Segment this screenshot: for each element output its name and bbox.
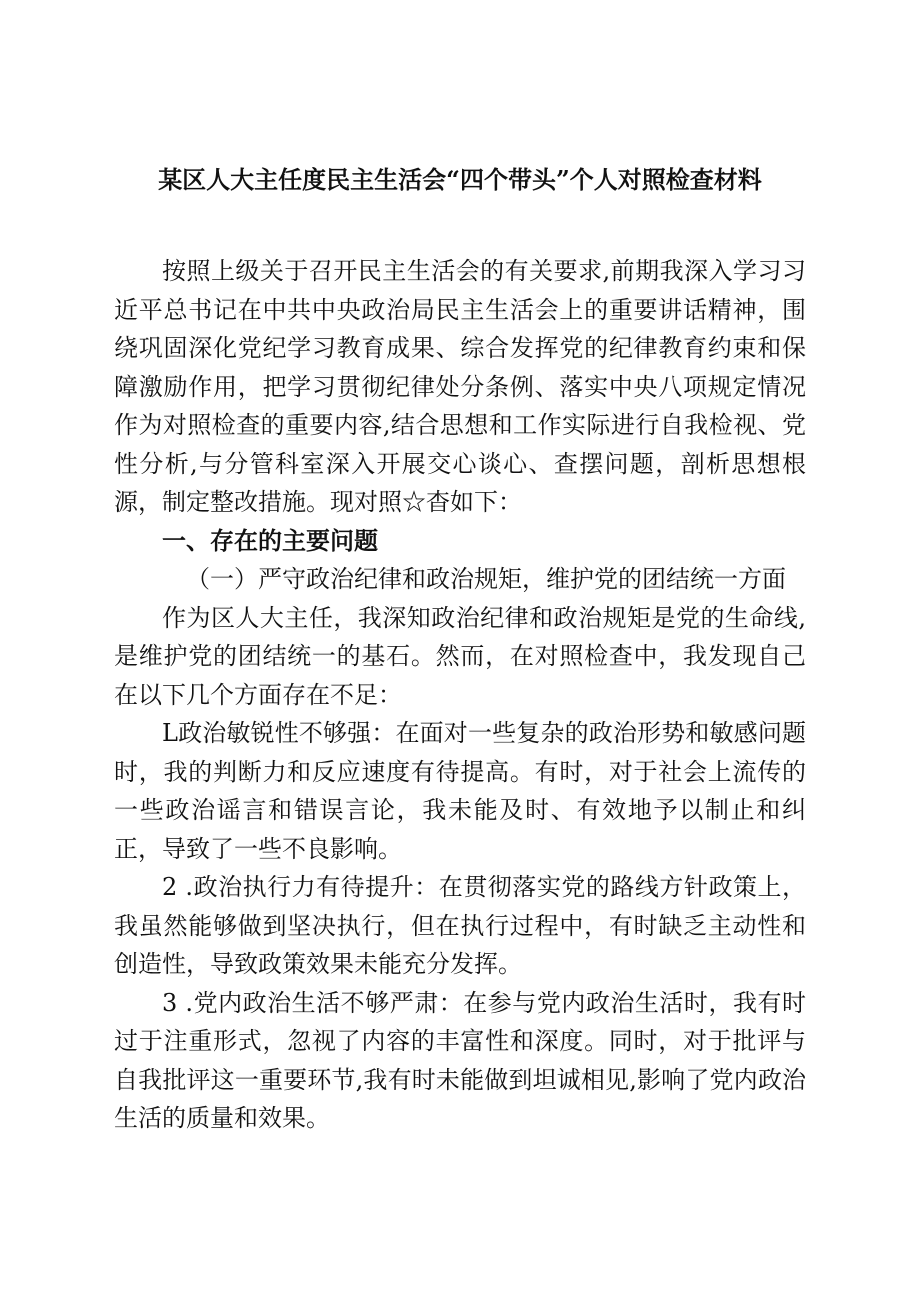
subsection-intro-paragraph: 作为区人大主任，我深知政治纪律和政治规矩是党的生命线,是维护党的团结统一的基石。然而，在对照检查中，我发现自己在以下几个方面存在不足： [114,603,806,709]
document-body [114,252,806,1138]
problem-item-3: 3 .党内政治生活不够严肃：在参与党内政治生活时，我有时过于注重形式，忽视了内容的丰富性和深度。同时，对于批评与自我批评这一重要环节,我有时未能做到坦诚相见,影响了党内政治生活的质量和效果。 [114,988,806,1132]
problem-item-2: 2 .政治执行力有待提升：在贯彻落实党的路线方针政策上，我虽然能够做到坚决执行，但在执行过程中，有时缺乏主动性和创造性，导致政策效果未能充分发挥。 [114,873,806,978]
section-heading-problems: 一、存在的主要问题 [162,525,378,555]
problem-item-1: L政治敏锐性不够强：在面对一些复杂的政治形势和敏感问题时，我的判断力和反应速度有待提高。有时，对于社会上流传的一些政治谣言和错误言论，我未能及时、有效地予以制止和纠正，导致了一些不良影响。 [114,719,806,863]
subsection-heading-political-discipline: （一）严守政治纪律和政治规矩，维护党的团结统一方面 [186,565,786,593]
document-title: 某区人大主任度民主生活会“四个带头”个人对照检查材料 [158,165,762,194]
intro-paragraph: 按照上级关于召开民主生活会的有关要求,前期我深入学习习近平总书记在中共中央政治局民主生活会上的重要讲话精神，围绕巩固深化党纪学习教育成果、综合发挥党的纪律教育约束和保障激励作用，把学习贯彻纪律处分条例、落实中央八项规定情况作为对照检查的重要内容,结合思想和工作实际进行自我检视、党性分析,与分管科室深入开展交心谈心、查摆问题，剖析思想根源，制定整改措施。现对照☆杳如下： [114,257,806,516]
